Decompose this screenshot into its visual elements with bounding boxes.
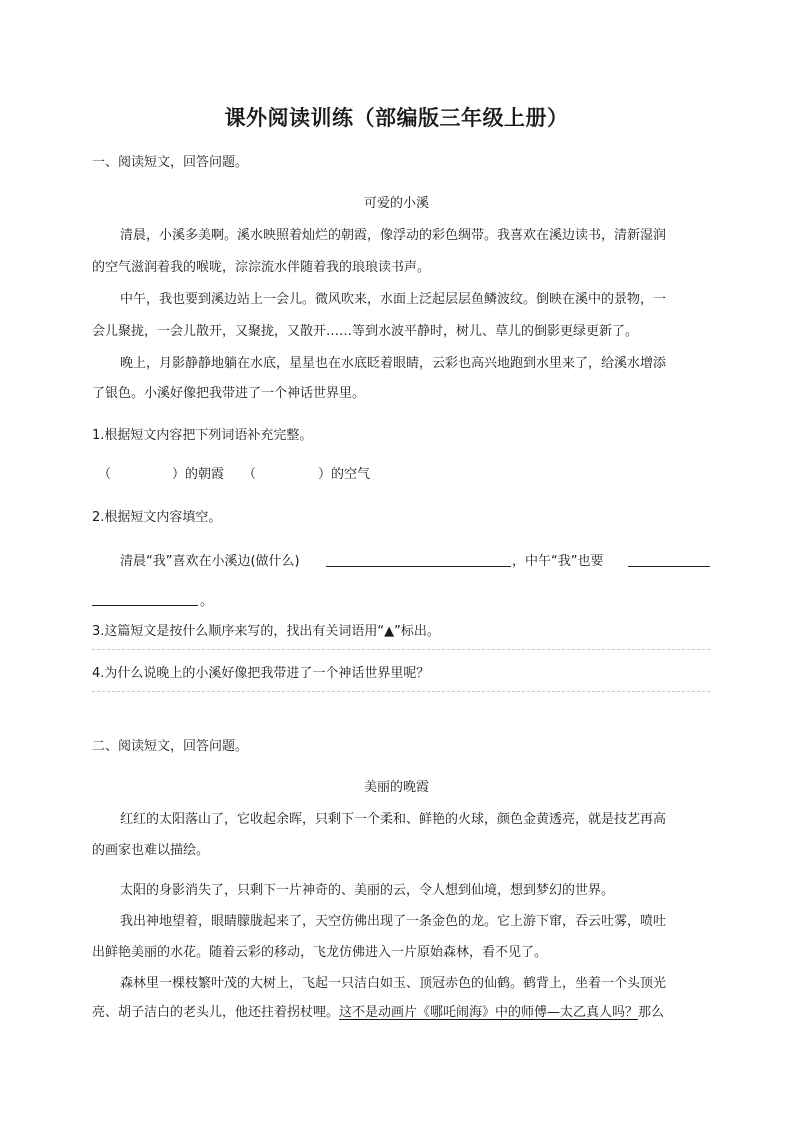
passage-1-paragraph-3-line-1: 晚上，月影静静地躺在水底，星星也在水底眨着眼睛，云彩也高兴地跑到水里来了，给溪水增添 [120,356,667,371]
passage-1-paragraph-3-line-2: 了银色。小溪好像把我带进了一个神话世界里。 [92,386,366,401]
q4-answer-line[interactable] [92,691,710,692]
passage-2-paragraph-4-line-1: 森林里一棵枝繁叶茂的大树上，飞起一只洁白如玉、顶冠赤色的仙鹤。鹤背上，坐着一个头顶光 [120,976,667,991]
q2-answer-blank-1[interactable] [326,566,511,567]
passage-1-paragraph-2-line-1: 中午，我也要到溪边站上一会儿。微风吹来，水面上泛起层层鱼鳞波纹。倒映在溪中的景物，一 [120,292,667,307]
question-4: 4.为什么说晚上的小溪好像把我带进了一个神话世界里呢？ [92,666,430,681]
p4-underlined-sentence: 这不是动画片《哪吒闹海》中的师傅—太乙真人吗？ [339,1005,639,1020]
passage-1-paragraph-1-line-1: 清晨，小溪多美啊。溪水映照着灿烂的朝霞，像浮动的彩色绸带。我喜欢在溪边读书，清新湿润 [120,228,667,243]
q1-bracket-open-1: （ [98,467,112,482]
passage-2-paragraph-1-line-2: 的画家也难以描绘。 [92,843,210,858]
q2-text-part-2: ，中午“我”也要 [512,554,604,569]
section-2-heading: 二、阅读短文，回答问题。 [92,739,249,754]
q2-end-mark: 。 [200,594,214,609]
passage-2-paragraph-1-line-1: 红红的太阳落山了，它收起余晖，只剩下一个柔和、鲜艳的火球，颜色金黄透亮，就是技艺再高 [120,812,667,827]
passage-2-paragraph-3-line-2: 出鲜艳美丽的水花。随着云彩的移动，飞龙仿佛进入一片原始森林，看不见了。 [92,945,548,960]
q2-answer-blank-2[interactable] [628,566,710,567]
passage-1-title: 可爱的小溪 [363,196,429,211]
question-1: 1.根据短文内容把下列词语补充完整。 [92,428,313,443]
passage-2-paragraph-4-line-2 [92,1001,664,1020]
question-3: 3.这篇短文是按什么顺序来写的，找出有关词语用“▲”标出。 [92,624,440,639]
q1-bracket-close-2: ）的空气 [318,467,371,482]
q1-answer-2[interactable] [260,460,316,480]
q2-answer-blank-3[interactable] [92,605,198,606]
passage-2-paragraph-3-line-1: 我出神地望着，眼睛朦胧起来了，天空仿佛出现了一条金色的龙。它上游下窜，吞云吐雾，喷吐 [120,914,667,929]
q3-answer-line[interactable] [92,649,710,650]
section-1-heading: 一、阅读短文，回答问题。 [92,155,249,170]
question-2: 2.根据短文内容填空。 [92,510,222,525]
passage-1-paragraph-1-line-2: 的空气滋润着我的喉咙，淙淙流水伴随着我的琅琅读书声。 [92,260,431,275]
q2-text-part-1: 清晨“我”喜欢在小溪边(做什么) [120,554,300,569]
passage-2-title: 美丽的晚霞 [363,780,429,795]
q1-bracket-close-1: ）的朝霞 [172,467,225,482]
passage-1-paragraph-2-line-2: 会儿聚拢，一会儿散开，又聚拢，又散开……等到水波平静时，树儿、草儿的倒影更绿更新了。 [92,324,639,339]
page-title: 课外阅读训练（部编版三年级上册） [224,106,569,130]
p4-line-2-plain-text: 亮、胡子洁白的老头儿，他还拄着拐杖哩。 [92,1005,340,1020]
p4-line-2-tail: 那么 [638,1005,665,1020]
q1-answer-1[interactable] [114,460,170,480]
q1-bracket-open-2: （ [243,467,257,482]
passage-2-paragraph-2-line-1: 太阳的身影消失了，只剩下一片神奇的、美丽的云，令人想到仙境，想到梦幻的世界。 [120,883,615,898]
